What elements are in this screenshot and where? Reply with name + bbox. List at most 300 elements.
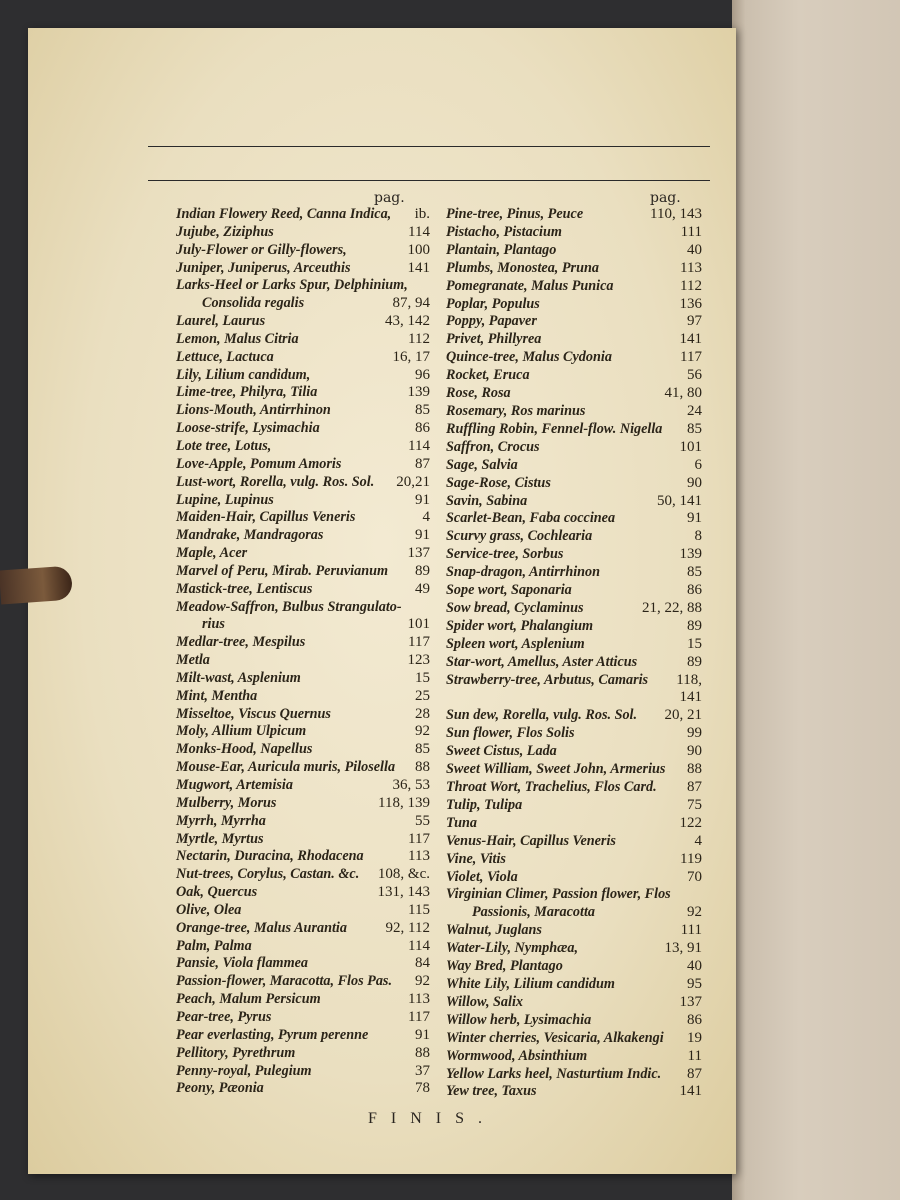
index-entry xyxy=(176,616,430,634)
entry-page: 4 xyxy=(422,509,430,526)
entry-name: Lime-tree, Philyra, Tilia xyxy=(176,384,318,401)
entry-page: 100 xyxy=(407,241,430,258)
entry-name: Winter cherries, Vesicaria, Alkakengi xyxy=(446,1029,664,1046)
entry-page: 87 xyxy=(687,1065,702,1082)
entry-page: 141 xyxy=(407,259,430,276)
header-rule xyxy=(148,180,710,181)
entry-page: ib. xyxy=(414,206,430,222)
entry-page: 122 xyxy=(679,814,702,831)
entry-page: 78 xyxy=(415,1080,430,1097)
index-entry xyxy=(446,475,702,493)
entry-name: Pear-tree, Pyrus xyxy=(176,1008,272,1025)
entry-page: 89 xyxy=(415,562,430,579)
entry-name: Marvel of Peru, Mirab. Peruvianum xyxy=(176,562,389,579)
entry-page: 91 xyxy=(415,1026,430,1043)
index-entry xyxy=(176,1027,430,1045)
entry-name: Larks-Heel or Larks Spur, Delphinium, xyxy=(176,277,408,294)
index-entry xyxy=(176,866,430,884)
entry-page: 87 xyxy=(415,455,430,472)
index-entry xyxy=(446,439,702,457)
index-entry xyxy=(446,904,702,922)
entry-name: Mouse-Ear, Auricula muris, Pilosella xyxy=(176,759,396,776)
entry-name: Tuna xyxy=(446,814,478,831)
index-entry xyxy=(446,260,702,278)
entry-page: 89 xyxy=(687,653,702,670)
entry-page: 40 xyxy=(687,958,702,975)
entry-page: 117 xyxy=(408,830,430,847)
entry-page: 117 xyxy=(408,1008,430,1025)
entry-name: Violet, Viola xyxy=(446,868,518,885)
entry-name: Lions-Mouth, Antirrhinon xyxy=(176,402,331,419)
entry-page: 117 xyxy=(680,349,702,366)
entry-page: 141 xyxy=(679,689,702,706)
entry-name: Virginian Climer, Passion flower, Flos xyxy=(446,886,671,903)
index-entry xyxy=(446,1030,702,1048)
index-entry xyxy=(176,545,430,563)
index-column-right xyxy=(446,206,702,1101)
entry-page: 20, 21 xyxy=(664,707,702,724)
index-entry xyxy=(176,474,430,492)
entry-name: Lust-wort, Rorella, vulg. Ros. Sol. xyxy=(176,473,375,490)
index-entry xyxy=(446,815,702,833)
entry-page: 92 xyxy=(687,904,702,921)
bookmark-ribbon xyxy=(0,566,73,605)
index-entry xyxy=(176,938,430,956)
entry-name: Spleen wort, Asplenium xyxy=(446,635,585,652)
entry-page: 101 xyxy=(679,438,702,455)
index-entry xyxy=(176,331,430,349)
index-entry xyxy=(176,277,430,295)
index-entry xyxy=(176,795,430,813)
entry-name: rius xyxy=(202,616,225,633)
entry-name: Mandrake, Mandragoras xyxy=(176,527,324,544)
index-entry xyxy=(176,295,430,313)
entry-page: 92 xyxy=(415,973,430,990)
entry-page: 114 xyxy=(408,437,430,454)
entry-name: Lupine, Lupinus xyxy=(176,491,274,508)
entry-page: 137 xyxy=(407,545,430,562)
entry-page: 88 xyxy=(415,759,430,776)
index-entry xyxy=(446,367,702,385)
entry-page: 131, 143 xyxy=(377,884,430,901)
index-entry xyxy=(176,242,430,260)
entry-name: Poppy, Papaver xyxy=(446,313,537,330)
index-entry xyxy=(176,384,430,402)
entry-name: Sow bread, Cyclaminus xyxy=(446,599,584,616)
entry-name: Tulip, Tulipa xyxy=(446,796,523,813)
entry-name: Nectarin, Duracina, Rhodacena xyxy=(176,848,364,865)
entry-name: Lote tree, Lotus, xyxy=(176,437,272,454)
entry-name: Pine-tree, Pinus, Peuce xyxy=(446,206,584,222)
index-entry xyxy=(446,869,702,887)
entry-name: Willow, Salix xyxy=(446,993,523,1010)
entry-page: 90 xyxy=(687,743,702,760)
entry-name: Medlar-tree, Mespilus xyxy=(176,634,306,651)
index-entry xyxy=(176,723,430,741)
index-entry xyxy=(176,349,430,367)
index-entry xyxy=(446,743,702,761)
pag-header-left: pag. xyxy=(374,190,405,206)
index-column-left xyxy=(176,206,430,1098)
entry-name: Maiden-Hair, Capillus Veneris xyxy=(176,509,356,526)
entry-page: 8 xyxy=(694,528,702,545)
index-entry xyxy=(446,313,702,331)
entry-name: Myrtle, Myrtus xyxy=(176,830,264,847)
entry-name: Loose-strife, Lysimachia xyxy=(176,420,320,437)
index-entry xyxy=(446,510,702,528)
entry-page: 15 xyxy=(415,669,430,686)
index-entry xyxy=(176,920,430,938)
index-entry xyxy=(176,848,430,866)
entry-name: Meadow-Saffron, Bulbus Strangulato- xyxy=(176,598,402,615)
index-entry xyxy=(446,618,702,636)
index-entry xyxy=(176,991,430,1009)
entry-page: 19 xyxy=(687,1029,702,1046)
index-entry xyxy=(176,759,430,777)
index-entry xyxy=(176,1080,430,1098)
index-entry xyxy=(176,831,430,849)
entry-page: 123 xyxy=(407,652,430,669)
entry-page: 137 xyxy=(679,993,702,1010)
entry-name: Jujube, Ziziphus xyxy=(176,223,274,240)
entry-name: Passion-flower, Maracotta, Flos Pas. xyxy=(176,973,392,990)
entry-name: Service-tree, Sorbus xyxy=(446,546,564,563)
entry-name: Sage, Salvia xyxy=(446,456,518,473)
entry-name: Water-Lily, Nymphæa, xyxy=(446,940,579,957)
entry-page: 25 xyxy=(415,687,430,704)
index-entry xyxy=(176,402,430,420)
index-entry xyxy=(446,672,702,690)
entry-name: Mugwort, Artemisia xyxy=(176,777,293,793)
index-entry xyxy=(446,349,702,367)
entry-name: Quince-tree, Malus Cydonia xyxy=(446,349,612,366)
index-entry xyxy=(176,1045,430,1063)
index-entry xyxy=(176,527,430,545)
index-entry xyxy=(176,420,430,438)
index-entry xyxy=(446,707,702,725)
index-entry xyxy=(176,688,430,706)
index-entry xyxy=(446,206,702,224)
entry-name: Poplar, Populus xyxy=(446,295,540,312)
entry-page: 118, xyxy=(676,671,702,688)
entry-page: 115 xyxy=(408,901,430,918)
entry-name: Savin, Sabina xyxy=(446,492,528,509)
entry-page: 111 xyxy=(680,223,702,240)
entry-name: Vine, Vitis xyxy=(446,850,506,867)
entry-page: 90 xyxy=(687,474,702,491)
entry-name: Plumbs, Monostea, Pruna xyxy=(446,259,599,276)
entry-page: 139 xyxy=(679,546,702,563)
entry-name: Milt-wast, Asplenium xyxy=(176,669,301,686)
entry-name: Snap-dragon, Antirrhinon xyxy=(446,564,601,581)
entry-page: 56 xyxy=(687,367,702,384)
entry-page: 113 xyxy=(408,991,430,1008)
entry-name: Pear everlasting, Pyrum perenne xyxy=(176,1026,369,1043)
entry-name: Laurel, Laurus xyxy=(176,313,266,330)
entry-page: 49 xyxy=(415,580,430,597)
index-entry xyxy=(446,1012,702,1030)
index-entry xyxy=(446,296,702,314)
entry-name: Rocket, Eruca xyxy=(446,367,530,384)
entry-name: Plantain, Plantago xyxy=(446,241,557,258)
entry-name: Pansie, Viola flammea xyxy=(176,955,309,972)
entry-page: 117 xyxy=(408,634,430,651)
entry-page: 97 xyxy=(687,313,702,330)
index-entry xyxy=(446,886,702,904)
entry-page: 111 xyxy=(680,922,702,939)
entry-name: Consolida regalis xyxy=(202,295,305,312)
index-entry xyxy=(446,922,702,940)
entry-page: 101 xyxy=(407,616,430,633)
index-entry xyxy=(176,224,430,242)
entry-page: 28 xyxy=(415,705,430,722)
index-entry xyxy=(446,457,702,475)
entry-page: 108, &c. xyxy=(377,866,430,883)
entry-name: Mulberry, Morus xyxy=(176,794,277,811)
entry-name: Nut-trees, Corylus, Castan. &c. xyxy=(176,866,360,883)
entry-name: Indian Flowery Reed, Canna Indica, xyxy=(176,206,392,222)
index-entry xyxy=(176,670,430,688)
index-entry xyxy=(446,600,702,618)
index-entry xyxy=(446,564,702,582)
index-entry xyxy=(176,509,430,527)
entry-page: 70 xyxy=(687,868,702,885)
entry-name: Lily, Lilium candidum, xyxy=(176,366,311,383)
index-entry xyxy=(446,421,702,439)
entry-name: Sun dew, Rorella, vulg. Ros. Sol. xyxy=(446,707,638,724)
entry-name: Rose, Rosa xyxy=(446,385,511,402)
entry-name: Star-wort, Amellus, Aster Atticus xyxy=(446,653,638,670)
entry-name: Moly, Allium Ulpicum xyxy=(176,723,307,740)
entry-page: 91 xyxy=(687,510,702,527)
entry-name: July-Flower or Gilly-flowers, xyxy=(176,241,347,258)
entry-page: 84 xyxy=(415,955,430,972)
entry-name: Scarlet-Bean, Faba coccinea xyxy=(446,510,616,527)
entry-name: Sweet William, Sweet John, Armerius xyxy=(446,761,666,778)
entry-page: 88 xyxy=(687,761,702,778)
index-entry xyxy=(446,779,702,797)
entry-name: Ruffling Robin, Fennel-flow. Nigella xyxy=(446,420,663,437)
entry-name: Privet, Phillyrea xyxy=(446,331,542,348)
entry-name: Orange-tree, Malus Aurantia xyxy=(176,919,347,936)
entry-page: 36, 53 xyxy=(392,777,430,793)
entry-name: Strawberry-tree, Arbutus, Camaris xyxy=(446,671,649,688)
index-entry xyxy=(446,689,702,707)
entry-page: 139 xyxy=(407,384,430,401)
entry-name: Peony, Pæonia xyxy=(176,1080,264,1097)
pag-header-right: pag. xyxy=(650,190,681,206)
entry-name: Spider wort, Phalangium xyxy=(446,617,594,634)
entry-page: 50, 141 xyxy=(657,492,702,509)
entry-name: Monks-Hood, Napellus xyxy=(176,741,313,758)
index-entry xyxy=(176,741,430,759)
entry-name: Misseltoe, Viscus Quernus xyxy=(176,705,331,722)
entry-name: Way Bred, Plantago xyxy=(446,958,563,975)
entry-page: 85 xyxy=(415,741,430,758)
entry-name: Lemon, Malus Citria xyxy=(176,330,299,347)
index-entry xyxy=(446,224,702,242)
entry-page: 110, 143 xyxy=(650,206,702,222)
entry-page: 141 xyxy=(679,1083,702,1100)
book-page xyxy=(28,28,736,1174)
index-entry xyxy=(176,313,430,331)
index-entry xyxy=(176,902,430,920)
entry-name: Olive, Olea xyxy=(176,901,242,918)
entry-name: Mint, Mentha xyxy=(176,687,258,704)
entry-page: 85 xyxy=(687,564,702,581)
entry-page: 114 xyxy=(408,937,430,954)
index-entry xyxy=(176,706,430,724)
entry-page: 85 xyxy=(415,402,430,419)
index-entry xyxy=(446,1083,702,1101)
entry-page: 85 xyxy=(687,420,702,437)
facing-page xyxy=(732,0,900,1200)
index-entry xyxy=(446,1048,702,1066)
index-entry xyxy=(176,973,430,991)
entry-page: 6 xyxy=(694,456,702,473)
entry-page: 15 xyxy=(687,635,702,652)
entry-page: 92, 112 xyxy=(385,919,430,936)
entry-page: 113 xyxy=(408,848,430,865)
entry-page: 20,21 xyxy=(396,473,430,490)
entry-name: Saffron, Crocus xyxy=(446,438,540,455)
entry-page: 95 xyxy=(687,975,702,992)
index-entry xyxy=(446,582,702,600)
entry-page: 118, 139 xyxy=(378,794,430,811)
entry-name: Pistacho, Pistacium xyxy=(446,223,562,240)
entry-name: Venus-Hair, Capillus Veneris xyxy=(446,832,616,849)
index-entry xyxy=(446,242,702,260)
entry-page: 40 xyxy=(687,241,702,258)
index-entry xyxy=(446,761,702,779)
index-entry xyxy=(176,206,430,224)
entry-page: 141 xyxy=(679,331,702,348)
entry-name: Sun flower, Flos Solis xyxy=(446,725,575,742)
entry-page: 24 xyxy=(687,402,702,419)
entry-page: 13, 91 xyxy=(664,940,702,957)
entry-name: Yew tree, Taxus xyxy=(446,1083,537,1100)
index-entry xyxy=(446,1066,702,1084)
entry-page: 113 xyxy=(680,259,702,276)
entry-name: Penny-royal, Pulegium xyxy=(176,1062,312,1079)
entry-page: 89 xyxy=(687,617,702,634)
entry-name: Maple, Acer xyxy=(176,545,248,562)
entry-name: Sweet Cistus, Lada xyxy=(446,743,557,760)
entry-page: 37 xyxy=(415,1062,430,1079)
top-rule xyxy=(148,146,710,147)
entry-page: 43, 142 xyxy=(385,313,430,330)
entry-name: Wormwood, Absinthium xyxy=(446,1047,588,1064)
entry-page: 55 xyxy=(415,812,430,829)
entry-page: 86 xyxy=(415,420,430,437)
index-entry xyxy=(446,403,702,421)
index-entry xyxy=(446,940,702,958)
entry-name: Juniper, Juniperus, Arceuthis xyxy=(176,259,351,276)
entry-page: 91 xyxy=(415,491,430,508)
entry-name: Scurvy grass, Cochlearia xyxy=(446,528,593,545)
finis-text: FINIS. xyxy=(368,1110,497,1127)
index-entry xyxy=(446,851,702,869)
index-entry xyxy=(446,528,702,546)
entry-page: 119 xyxy=(680,850,702,867)
index-entry xyxy=(176,813,430,831)
index-entry xyxy=(446,546,702,564)
entry-name: Palm, Palma xyxy=(176,937,252,954)
entry-name: Rosemary, Ros marinus xyxy=(446,402,586,419)
entry-name: White Lily, Lilium candidum xyxy=(446,975,615,992)
index-entry xyxy=(176,492,430,510)
entry-page: 92 xyxy=(415,723,430,740)
index-entry xyxy=(176,367,430,385)
entry-page: 87, 94 xyxy=(392,295,430,312)
index-entry xyxy=(446,725,702,743)
entry-name: Myrrh, Myrrha xyxy=(176,812,266,829)
entry-name: Oak, Quercus xyxy=(176,884,258,901)
index-entry xyxy=(176,652,430,670)
index-entry xyxy=(446,636,702,654)
index-entry xyxy=(446,976,702,994)
index-entry xyxy=(176,456,430,474)
entry-page: 11 xyxy=(687,1047,702,1064)
entry-name: Sage-Rose, Cistus xyxy=(446,474,551,491)
entry-page: 112 xyxy=(408,330,430,347)
index-entry xyxy=(176,634,430,652)
entry-name: Passionis, Maracotta xyxy=(472,904,595,921)
index-entry xyxy=(176,1063,430,1081)
entry-name: Throat Wort, Trachelius, Flos Card. xyxy=(446,779,657,795)
index-entry xyxy=(446,994,702,1012)
entry-page: 41, 80 xyxy=(664,385,702,402)
index-entry xyxy=(176,438,430,456)
entry-page: 99 xyxy=(687,725,702,742)
entry-name: Lettuce, Lactuca xyxy=(176,348,274,365)
entry-name: Love-Apple, Pomum Amoris xyxy=(176,455,342,472)
index-entry xyxy=(176,260,430,278)
entry-page: 4 xyxy=(694,832,702,849)
entry-page: 136 xyxy=(679,295,702,312)
index-entry xyxy=(176,1009,430,1027)
entry-name: Pellitory, Pyrethrum xyxy=(176,1044,296,1061)
entry-page: 114 xyxy=(408,223,430,240)
entry-name: Mastick-tree, Lentiscus xyxy=(176,580,313,597)
index-entry xyxy=(176,884,430,902)
entry-name: Walnut, Juglans xyxy=(446,922,542,939)
entry-name: Peach, Malum Persicum xyxy=(176,991,321,1008)
index-entry xyxy=(176,581,430,599)
entry-page: 88 xyxy=(415,1044,430,1061)
entry-name: Metla xyxy=(176,652,210,669)
entry-name: Sope wort, Saponaria xyxy=(446,582,572,599)
index-entry xyxy=(176,955,430,973)
index-entry xyxy=(446,493,702,511)
index-entry xyxy=(446,278,702,296)
index-entry xyxy=(176,599,430,617)
entry-name: Yellow Larks heel, Nasturtium Indic. xyxy=(446,1065,662,1082)
entry-page: 96 xyxy=(415,366,430,383)
entry-page: 16, 17 xyxy=(392,348,430,365)
index-entry xyxy=(176,777,430,795)
index-entry xyxy=(446,654,702,672)
entry-page: 91 xyxy=(415,527,430,544)
index-entry xyxy=(446,385,702,403)
index-entry xyxy=(446,797,702,815)
entry-page: 86 xyxy=(687,582,702,599)
entry-page: 87 xyxy=(687,779,702,795)
index-entry xyxy=(446,958,702,976)
entry-name: Willow herb, Lysimachia xyxy=(446,1011,592,1028)
entry-page: 86 xyxy=(687,1011,702,1028)
entry-name: Pomegranate, Malus Punica xyxy=(446,277,614,294)
